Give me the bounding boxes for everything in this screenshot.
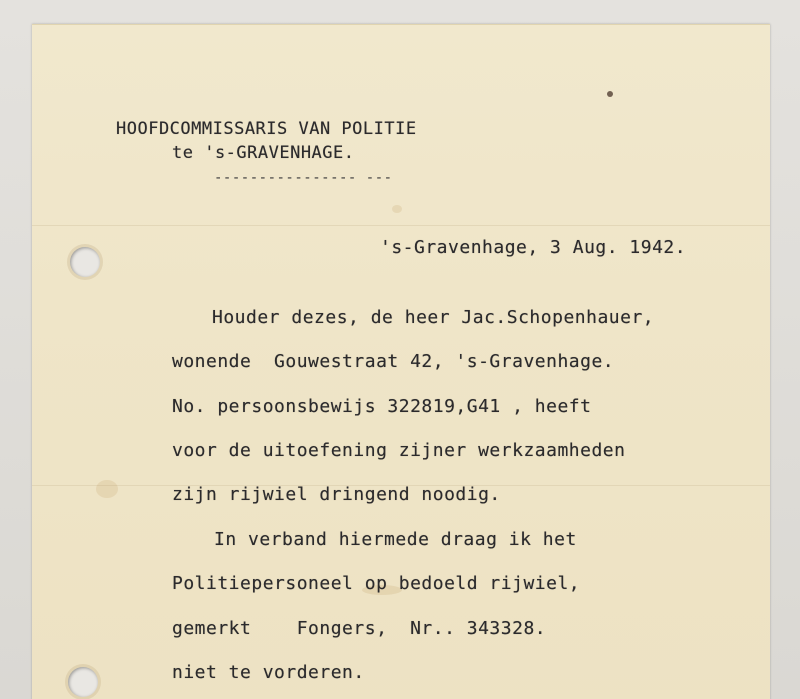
letterhead-title: HOOFDCOMMISSARIS VAN POLITIE	[116, 119, 417, 139]
body-line: Houder dezes, de heer Jac.Schopenhauer,	[212, 307, 655, 328]
body-line: voor de uitoefening zijner werkzaamheden	[172, 440, 626, 461]
body-line: gemerkt Fongers, Nr.. 343328.	[172, 618, 547, 639]
letterhead-rule: ---------------- ---	[214, 170, 393, 186]
body-line: zijn rijwiel dringend noodig.	[172, 484, 501, 505]
punch-hole	[70, 247, 100, 277]
letterhead-location: te 's-GRAVENHAGE.	[172, 143, 355, 163]
date-line: 's-Gravenhage, 3 Aug. 1942.	[380, 237, 687, 258]
fold-line	[32, 225, 770, 226]
body-line: In verband hiermede draag ik het	[214, 529, 577, 550]
punch-hole	[68, 667, 98, 697]
body-line: wonende Gouwestraat 42, 's-Gravenhage.	[172, 351, 615, 372]
body-line: No. persoonsbewijs 322819,G41 , heeft	[172, 396, 592, 417]
ink-spot	[607, 91, 613, 97]
stain-mark	[392, 205, 402, 213]
stain-mark	[96, 480, 118, 498]
body-line: Politiepersoneel op bedoeld rijwiel,	[172, 573, 581, 594]
body-line: niet te vorderen.	[172, 662, 365, 683]
